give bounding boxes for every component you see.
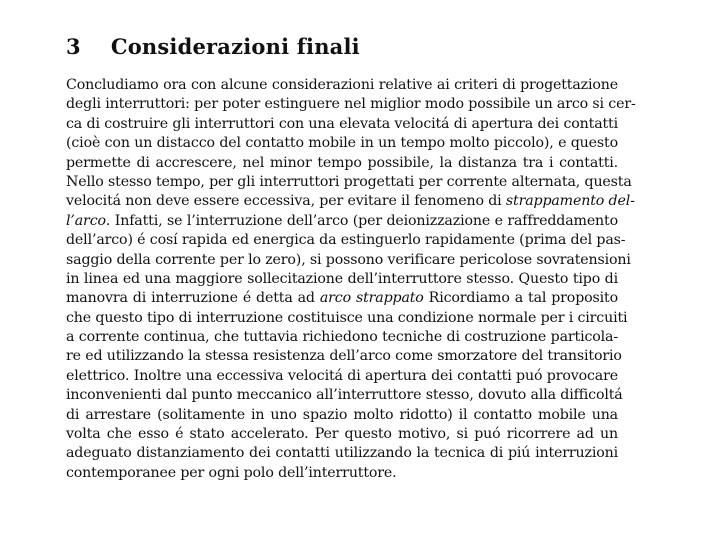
text-line: a corrente continua, che tuttavia richiedono tecniche di costruzione particola- <box>66 329 618 346</box>
text-line <box>66 212 618 231</box>
text-run: velocitá non deve essere eccessiva, per evitare il fenomeno di <box>66 193 506 210</box>
section-heading <box>66 34 360 59</box>
text-line: re ed utilizzando la stessa resistenza dell’arco come smorzatore del transitorio <box>66 348 622 365</box>
section-number: 3 <box>66 34 81 59</box>
italic-term: strappamento del- <box>505 193 635 210</box>
body-paragraph <box>66 76 636 483</box>
text-line: saggio della corrente per lo zero), si possono verificare pericolose sovratensioni <box>66 251 631 268</box>
italic-term: l’arco <box>66 212 106 229</box>
text-line: ca di costruire gli interruttori con una elevata velocitá di apertura dei contatti <box>66 115 618 132</box>
text-line: Nello stesso tempo, per gli interruttori progettati per corrente alternata, questa <box>66 173 632 190</box>
text-line: degli interruttori: per poter estinguere nel miglior modo possibile un arco si cer- <box>66 96 636 113</box>
text-line <box>66 289 618 308</box>
text-line: di arrestare (solitamente in uno spazio molto ridotto) il contatto mobile una <box>66 406 618 423</box>
text-run: manovra di interruzione é detta ad <box>66 290 320 307</box>
text-line: dell’arco) é cosí rapida ed energica da estinguerlo rapidamente (prima del pas- <box>66 232 626 249</box>
text-line: Concludiamo ora con alcune considerazioni relative ai criteri di progettazione <box>66 77 618 93</box>
text-line: volta che esso é stato accelerato. Per questo motivo, si puó ricorrere ad un <box>66 426 618 443</box>
text-line: (cioè con un distacco del contatto mobile in un tempo molto piccolo), e questo <box>66 135 618 152</box>
text-line <box>66 192 635 211</box>
text-line: elettrico. Inoltre una eccessiva velocitá di apertura dei contatti puó provocare <box>66 367 618 384</box>
text-run: . Infatti, se l’interruzione dell’arco (per deionizzazione e raffreddamento <box>105 212 618 229</box>
text-line: adeguato distanziamento dei contatti utilizzando la tecnica di piú interruzioni <box>66 445 618 462</box>
text-line: che questo tipo di interruzione costituisce una condizione normale per i circuiti <box>66 309 628 326</box>
section-title: Considerazioni finali <box>110 34 360 59</box>
text-line: inconvenienti dal punto meccanico all’interruttore stesso, dovuto alla difficoltá <box>66 387 623 404</box>
text-line: in linea ed una maggiore sollecitazione dell’interruttore stesso. Questo tipo di <box>66 270 618 287</box>
text-line: permette di accrescere, nel minor tempo possibile, la distanza tra i contatti. <box>66 154 618 171</box>
text-run: Ricordiamo a tal proposito <box>423 290 618 307</box>
italic-term: arco strappato <box>319 290 424 307</box>
text-line: contemporanee per ogni polo dell’interruttore. <box>66 464 397 481</box>
